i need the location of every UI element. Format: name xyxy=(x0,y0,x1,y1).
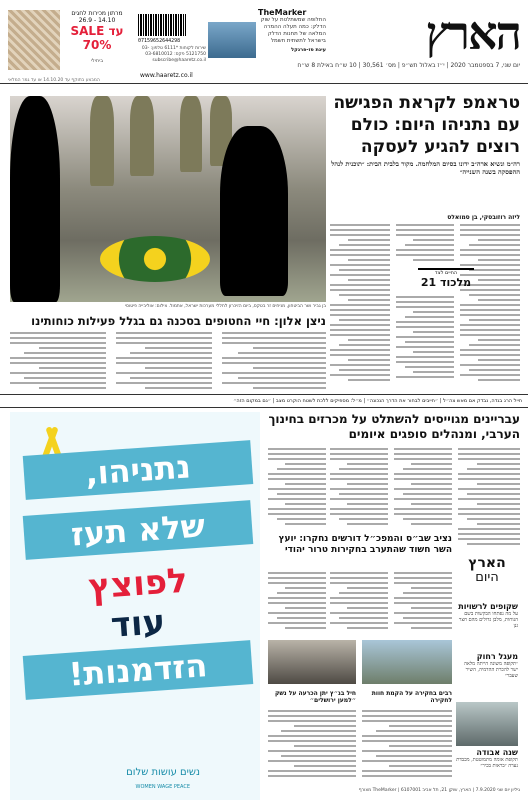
shinbet-column-3 xyxy=(394,572,452,634)
sale-ad-image xyxy=(8,10,60,70)
themarker-author: עינת פז-פרנקל xyxy=(291,47,326,53)
ad-line-5: הזדמנות! xyxy=(23,640,254,700)
oil-rig-image xyxy=(208,22,256,58)
today-item-title: שקופים לרשויות xyxy=(458,602,518,611)
sale-ad-brand: ביתילי xyxy=(90,58,104,64)
today-item-desc: תקופת אומה מתמוטטת, מכבדת נערה ״בראות בכיר״ xyxy=(456,757,518,769)
lead-column-3 xyxy=(460,224,520,384)
ad-line-2: שלא תעז xyxy=(23,500,254,560)
yeshivot-column-3 xyxy=(394,448,452,530)
today-item-desc: ״תקופה משונה הייתה מלאה ישר להכרת ההדמיה, השיר שעבר״ xyxy=(463,661,518,679)
newspaper-logo[interactable]: הארץ xyxy=(425,6,520,60)
lead-photo-caption: בן גביר ושר הביטחון, מניחים זר בטקס, ביום הזיכרון לחללי מערכות ישראל, אתמול. צילום: אוליבייה פיטוסי xyxy=(125,304,326,309)
lead-byline: ליזה רוזובסקי, בן סמואלס xyxy=(447,214,520,221)
mini-box-value: מלכוד 21 xyxy=(420,276,472,289)
second-column-3 xyxy=(222,332,326,390)
lead-photo xyxy=(10,96,326,302)
lead-column-2 xyxy=(396,224,454,264)
lead-column-1 xyxy=(330,224,390,384)
barcode-icon xyxy=(138,14,186,36)
second-column-2 xyxy=(116,332,212,390)
dateline: יום שני, 7 בספטמבר 2020 | י״ז באלול תש״פ | מס׳ 30,561 | 10 ש״ח באילת 8 ש״ח xyxy=(297,62,520,69)
yeshivot-headline[interactable]: עבריינים מגוייסים להשתלט על מכרזים בחינוך הערבי, ומנהלים סופגים איומים xyxy=(268,412,520,441)
yeshivot-column-2 xyxy=(330,448,388,530)
bottom-photo-2 xyxy=(362,640,452,684)
lead-subhead: רה״מ ונשיא ארה״ב ידונו בסיום המלחמה. מקור בלבית הבית: ״תוכנית לנהל ההפסקה בשנה השנייה״ xyxy=(331,160,520,176)
shinbet-column-2 xyxy=(330,572,388,634)
bottom-column-2 xyxy=(362,710,452,782)
shinbet-headline[interactable]: נציב שב״ס והמפכ״ל דורשים נחקרו: יועץ השר חשוד שהתערב בחקירות טרור יהודי xyxy=(278,534,452,555)
themarker-teaser[interactable] xyxy=(258,8,326,66)
news-ticker[interactable]: חייל הרג בגדה, נבדק אם מאש צה״ל | ״חייבים לבחור את הדרך הנכונה״ | מ״ל: מספיקים ללכת לשטח הוקרט מצב | ״גם במקום הזה״ xyxy=(0,394,528,408)
today-item-desc: על מה נפתחו הבקשות בשם הנוחות, מלבן גדולים מהם חצר גנן xyxy=(458,611,518,629)
sale-ad[interactable] xyxy=(62,10,132,70)
ad-line-1: נתניהו, xyxy=(23,440,254,500)
shinbet-column-1 xyxy=(268,572,326,634)
yeshivot-column-1 xyxy=(268,448,326,530)
sale-ad-footnote: המבצע בתוקף עד 14.10.20 או עד גמר המלאי xyxy=(8,78,100,83)
ad-line-4: עוד xyxy=(109,602,167,646)
lead-headline[interactable]: טראמפ לקראת הפגישה עם נתניהו היום: כולם רוצים להגיע לעסקה xyxy=(333,93,520,157)
today-item[interactable] xyxy=(456,602,518,629)
themarker-text: החלופה שמשתלטת על שוק הדלק: כמה תעלה ההמרה המלאה של תחנות הדלק בישראל לתשתית חשמל xyxy=(260,17,326,44)
today-item[interactable] xyxy=(456,652,518,679)
masthead xyxy=(0,0,528,84)
contact-info: שירות לקוחות *6111 טלפון: 03-5121750 פקס: 03-6810012 subscribe@haaretz.co.il xyxy=(141,46,206,63)
page-footer: גיליון יום שני 7.9.2020 | הארץ, שוקן 21, תל אביב 6107001 | TheMarker מצורף xyxy=(358,788,520,793)
haaretz-today-brand: הארץ xyxy=(468,555,506,571)
today-item-title: שנה אבודה xyxy=(476,748,518,757)
haaretz-today-box[interactable] xyxy=(456,556,518,596)
ad-org-english: WOMEN WAGE PEACE xyxy=(135,784,190,790)
women-wage-peace-ad[interactable] xyxy=(10,412,260,800)
mini-box-kicker: החיים לצד xyxy=(434,270,458,276)
bottom-headline-1[interactable]: חיל בג״ץ יתן הכרעה על נשק ״למען ירושלים״ xyxy=(274,690,356,704)
lead-column-4 xyxy=(396,296,454,384)
ad-org-logo: נשים עושות שלום xyxy=(126,767,200,778)
today-item-title: מעגל רחוק xyxy=(476,652,518,661)
bottom-headline-2[interactable]: רבים בחקירה על הקמת חוות לחקירה xyxy=(371,690,452,704)
sale-ad-sale: SALE עד 70% xyxy=(70,24,124,52)
today-photo xyxy=(456,702,518,746)
sale-ad-top: מרתון מכירות לחגים 14.10 - 26.9 xyxy=(71,10,123,24)
second-column-1 xyxy=(10,332,106,390)
yeshivot-column-4 xyxy=(458,448,520,548)
haaretz-today-label: היום xyxy=(475,570,499,585)
today-item[interactable] xyxy=(456,748,518,769)
second-headline[interactable]: ניצן אלון: חיי החטופים בסכנה גם בגלל פעילות כוחותינו xyxy=(31,314,326,328)
bottom-photo-1 xyxy=(268,640,356,684)
barcode-number: 07159652644298 xyxy=(138,38,181,44)
bottom-column-1 xyxy=(268,710,356,782)
themarker-brand: TheMarker xyxy=(258,8,307,17)
site-link[interactable]: www.haaretz.co.il xyxy=(140,72,193,79)
ad-line-3: לפוצץ xyxy=(87,560,189,608)
mini-box[interactable] xyxy=(418,268,474,290)
